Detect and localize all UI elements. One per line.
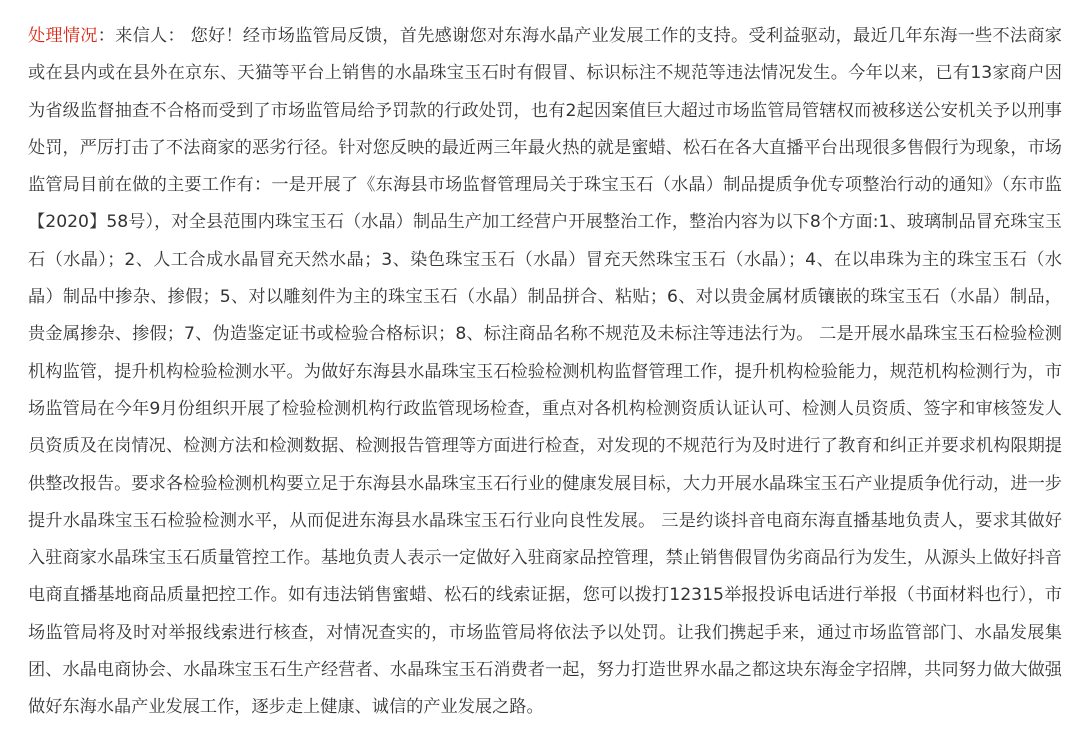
label-separator: ： <box>97 26 116 46</box>
reply-paragraph <box>28 18 1062 727</box>
reply-body-text: 来信人： 您好！经市场监管局反馈，首先感谢您对东海水晶产业发展工作的支持。受利益驱动，最近几年东海一些不法商家或在县内或在县外在京东、天猫等平台上销售的水晶珠宝玉石时有假冒、标识标注不规范等违法情况发生。今年以来，已有13家商户因为省级监督抽查不合格而受到了市场监管局给予罚款的行政处罚，也有2起因案值巨大超过市场监管局管辖权而被移送公安机关予以刑事处罚，严厉打击了不法商家的恶劣行径。针对您反映的最近两三年最火热的就是蜜蜡、松石在各大直播平台出现很多售假行为现象，市场监管局目前在做的主要工作有：一是开展了《东海县市场监督管理局关于珠宝玉石（水晶）制品提质争优专项整治行动的通知》（东市监【2020】58号），对全县范围内珠宝玉石（水晶）制品生产加工经营户开展整治工作，整治内容为以下8个方面:1、玻璃制品冒充珠宝玉石（水晶）；2、人工合成水晶冒充天然水晶；3、染色珠宝玉石（水晶）冒充天然珠宝玉石（水晶）；4、在以串珠为主的珠宝玉石（水晶）制品中掺杂、掺假；5、对以雕刻件为主的珠宝玉石（水晶）制品拼合、粘贴；6、对以贵金属材质镶嵌的珠宝玉石（水晶）制品，贵金属掺杂、掺假；7、伪造鉴定证书或检验合格标识；8、标注商品名称不规范及未标注等违法行为。 二是开展水晶珠宝玉石检验检测机构监管，提升机构检验检测水平。为做好东海县水晶珠宝玉石检验检测机构监督管理工作，提升机构检验能力，规范机构检测行为，市场监管局在今年9月份组织开展了检验检测机构行政监管现场检查，重点对各机构检测资质认证认可、检测人员资质、签字和审核签发人员资质及在岗情况、检测方法和检测数据、检测报告管理等方面进行检查，对发现的不规范行为及时进行了教育和纠正并要求机构限期提供整改报告。要求各检验检测机构要立足于东海县水晶珠宝玉石行业的健康发展目标，大力开展水晶珠宝玉石产业提质争优行动，进一步提升水晶珠宝玉石检验检测水平，从而促进东海县水晶珠宝玉石行业向良性发展。 三是约谈抖音电商东海直播基地负责人，要求其做好入驻商家水晶珠宝玉石质量管控工作。基地负责人表示一定做好入驻商家品控管理，禁止销售假冒伪劣商品行为发生，从源头上做好抖音电商直播基地商品质量把控工作。如有违法销售蜜蜡、松石的线索证据，您可以拨打12315举报投诉电话进行举报（书面材料也行），市场监管局将及时对举报线索进行核查，对情况查实的，市场监管局将依法予以处罚。让我们携起手来，通过市场监管部门、水晶发展集团、水晶电商协会、水晶珠宝玉石生产经营者、水晶珠宝玉石消费者一起，努力打造世界水晶之都这块东海金字招牌，共同努力做大做强做好东海水晶产业发展工作，逐步走上健康、诚信的产业发展之路。 <box>28 26 1062 718</box>
reply-status-label: 处理情况 <box>28 26 98 46</box>
